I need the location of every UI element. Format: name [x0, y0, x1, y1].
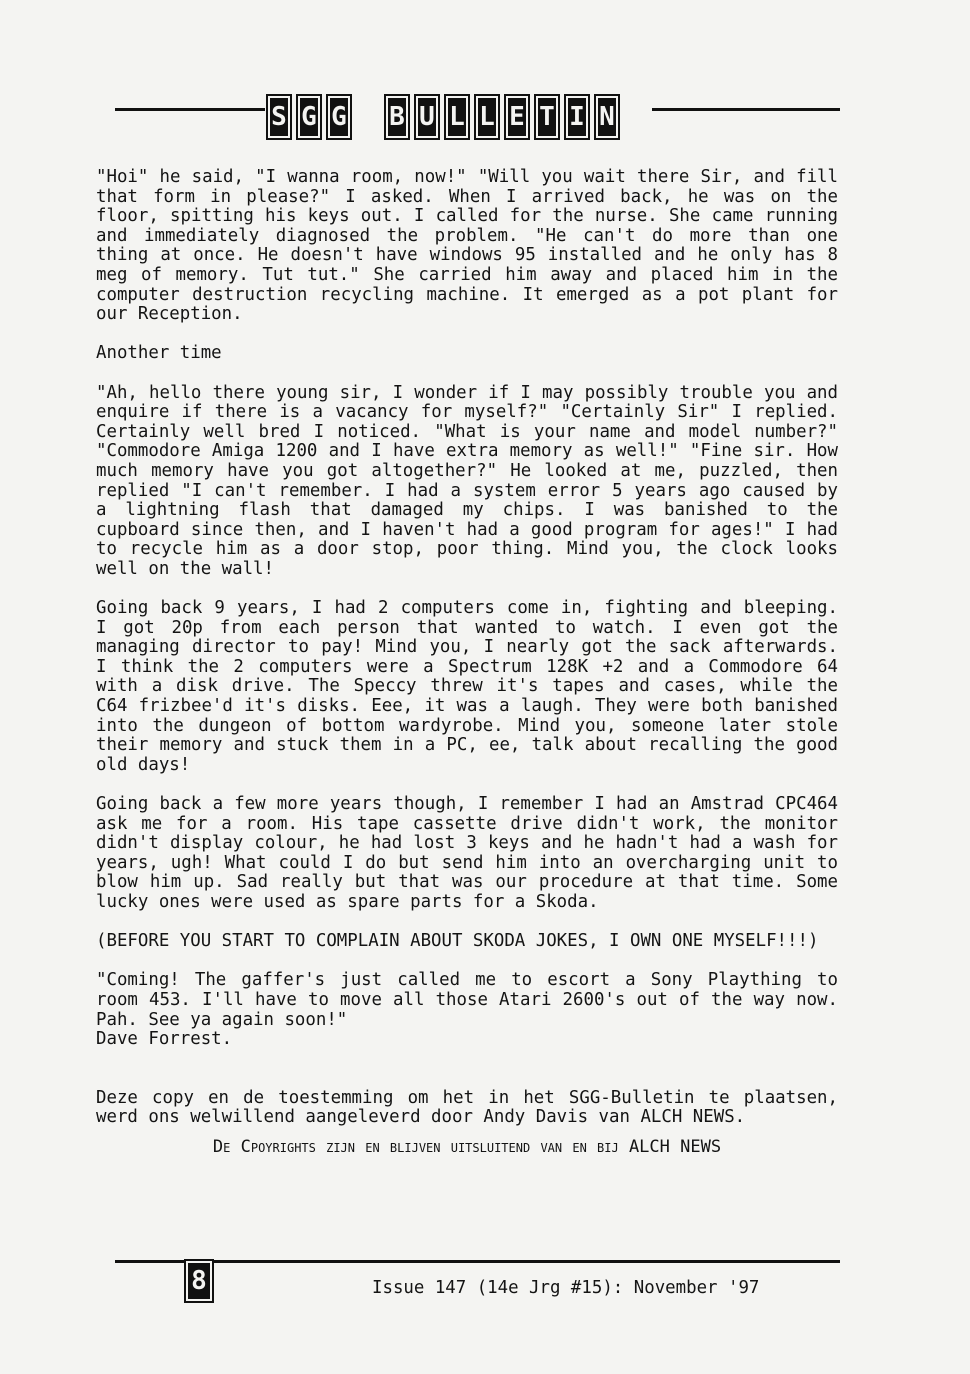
section-subheading: Another time — [96, 343, 222, 364]
permission-note: Deze copy en de toestemming om het in het SGG-Bulletin te plaatsen, werd ons welwillend aangeleverd door Andy Davis van ALCH NEWS. — [96, 1087, 838, 1128]
copyright-notice: De Cpoyrights zijn en blijven uitsluitend van en bij ALCH NEWS — [212, 1136, 722, 1157]
logo-letter: N — [594, 94, 620, 140]
paragraph: Going back a few more years though, I remember I had an Amstrad CPC464 ask me for a room. His tape cassette drive didn't work, the monitor didn't display colour, he had lost 3 keys and he hadn't had a wash for years, ugh! What could I do but send him into an overcharging unit to blow him up. Sad really but that was our procedure at that time. Some lucky ones were used as spare parts for a Skoda. — [96, 794, 838, 912]
logo-letter: T — [534, 94, 560, 140]
logo-letter: U — [414, 94, 440, 140]
header-rule — [652, 108, 840, 111]
logo-letter: B — [384, 94, 410, 140]
article-body — [96, 168, 838, 1158]
logo-letter: E — [504, 94, 530, 140]
paragraph: "Hoi" he said, "I wanna room, now!" "Will you wait there Sir, and fill that form in please?" I asked. When I arrived back, he was on the floor, spitting his keys out. I called for the nurse. She came running and immediately diagnosed the problem. "He can't do more than one thing at once. He doesn't have windows 95 installed and he only has 8 meg of memory. Tut tut." She carried him away and placed him in the computer destruction recycling machine. It emerged as a pot plant for our Reception. — [96, 167, 838, 325]
logo-letter: L — [474, 94, 500, 140]
footer-rule — [115, 1260, 840, 1263]
logo-letter: G — [326, 94, 352, 140]
issue-line: Issue 147 (14e Jrg #15): November '97 — [372, 1278, 760, 1298]
author-signature: Dave Forrest. — [96, 1029, 233, 1050]
paragraph: Going back 9 years, I had 2 computers come in, fighting and bleeping. I got 20p from each person that wanted to watch. I even got the managing director to pay! Mind you, I nearly got the sack afterwards. I think the 2 computers were a Spectrum 128K +2 and a Commodore 64 with a disk drive. The Speccy threw it's tapes and cases, while the C64 frizbee'd it's disks. Eee, it was a laugh. They were both banished into the dungeon of bottom wardyrobe. Mind you, someone later stole their memory and stuck them in a PC, ee, talk about recalling the good old days! — [96, 598, 838, 775]
masthead-logo — [266, 94, 620, 140]
paragraph: (BEFORE YOU START TO COMPLAIN ABOUT SKODA JOKES, I OWN ONE MYSELF!!!) — [96, 931, 819, 952]
logo-letter: S — [266, 94, 292, 140]
header-rule — [115, 108, 265, 111]
paragraph: "Coming! The gaffer's just called me to escort a Sony Plaything to room 453. I'll have to move all those Atari 2600's out of the way now. Pah. See ya again soon!" — [96, 970, 838, 1030]
paragraph: "Ah, hello there young sir, I wonder if I may possibly trouble you and enquire if there is a vacancy for myself?" "Certainly Sir" I replied. Certainly well bred I noticed. "What is your name and model number?" "Commodore Amiga 1200 and I have extra memory as well!" "Fine sir. How much memory have you got altogether?" He looked at me, puzzled, then replied "I can't remember. I had a system error 5 years ago caused by a lightning flash that damaged my chips. I was banished to the cupboard since then, and I haven't had a good program for ages!" I had to recycle him as a door stop, poor thing. Mind you, the clock looks well on the wall! — [96, 382, 838, 579]
logo-letter: I — [564, 94, 590, 140]
logo-letter: L — [444, 94, 470, 140]
logo-letter: G — [296, 94, 322, 140]
page-number: 8 — [184, 1259, 214, 1303]
